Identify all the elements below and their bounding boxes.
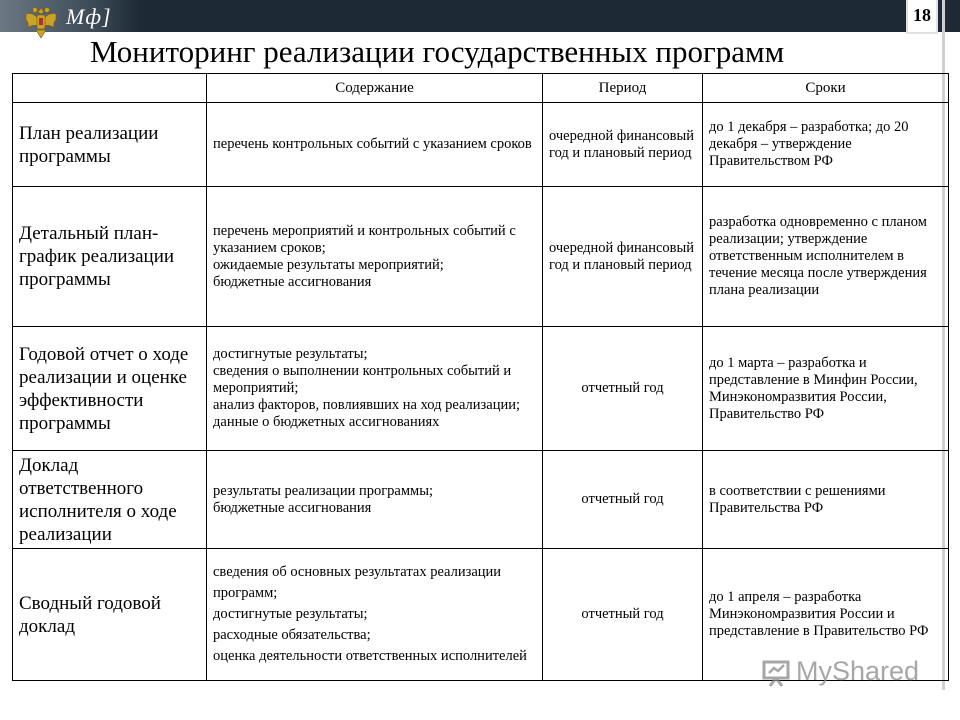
table-row: [13, 187, 949, 327]
row-content: [207, 451, 543, 549]
row-deadline: разработка одновременно с планом реализации; утверждение ответственным исполнителем в течение месяца после утверждения плана реализации: [703, 187, 949, 327]
content-line: бюджетные ассигнования: [213, 273, 372, 290]
content-line: данные о бюджетных ассигнованиях: [213, 414, 440, 430]
row-name: План реализации программы: [13, 103, 207, 187]
content-line: результаты реализации программы;: [213, 482, 433, 499]
content-line: достигнутые результаты;: [213, 606, 368, 622]
top-bar: [0, 0, 960, 32]
content-line: сведения об основных результатах реализации программ;: [213, 564, 502, 601]
row-content: [207, 103, 543, 187]
row-content: [207, 327, 543, 451]
content-line: достигнутые результаты;: [213, 346, 368, 362]
table-header-row: [13, 74, 949, 103]
row-name: Годовой отчет о ходе реализации и оценке эффективности программы: [13, 327, 207, 451]
row-content: [207, 187, 543, 327]
page-title: Мониторинг реализации государственных программ: [90, 34, 785, 69]
presentation-icon: [762, 659, 792, 687]
content-line: бюджетные ассигнования: [213, 499, 372, 516]
watermark-text: MyShared: [796, 656, 920, 686]
row-content: [207, 549, 543, 681]
header-deadline: Сроки: [703, 74, 949, 103]
coat-of-arms-icon: [22, 2, 60, 40]
table-row: [13, 103, 949, 187]
header-period: Период: [543, 74, 703, 103]
content-line: перечень мероприятий и контрольных событий с указанием сроков;: [213, 222, 516, 256]
content-line: ожидаемые результаты мероприятий;: [213, 256, 444, 273]
monitoring-table: [12, 73, 949, 681]
header-empty: [13, 74, 207, 103]
row-deadline: до 1 декабря – разработка; до 20 декабря – утверждение Правительством РФ: [703, 103, 949, 187]
content-line: сведения о выполнении контрольных событий и мероприятий;: [213, 363, 512, 396]
table-row: [13, 451, 949, 549]
content-line: расходные обязательства;: [213, 627, 371, 643]
row-period: очередной финансовый год и плановый период: [543, 187, 703, 327]
row-name: Детальный план-график реализации программы: [13, 187, 207, 327]
row-name: Доклад ответственного исполнителя о ходе реализации: [13, 451, 207, 549]
content-line: оценка деятельности ответственных исполнителей: [213, 648, 527, 664]
row-deadline: до 1 марта – разработка и представление в Минфин России, Минэкономразвития России, Правительство РФ: [703, 327, 949, 451]
row-deadline: в соответствии с решениями Правительства РФ: [703, 451, 949, 549]
row-period: отчетный год: [543, 327, 703, 451]
row-period: очередной финансовый год и плановый период: [543, 103, 703, 187]
page-number: 18: [906, 0, 938, 34]
header-content: Содержание: [207, 74, 543, 103]
table-row: [13, 327, 949, 451]
row-period: отчетный год: [543, 549, 703, 681]
row-deadline: до 1 апреля – разработка Минэкономразвития России и представление в Правительство РФ: [703, 549, 949, 681]
row-name: Сводный годовой доклад: [13, 549, 207, 681]
row-period: отчетный год: [543, 451, 703, 549]
content-line: анализ факторов, повлиявших на ход реализации;: [213, 397, 521, 413]
content-line: перечень контрольных событий с указанием сроков: [213, 136, 532, 152]
watermark: [762, 656, 919, 687]
logo-text: Мф]: [66, 4, 112, 29]
